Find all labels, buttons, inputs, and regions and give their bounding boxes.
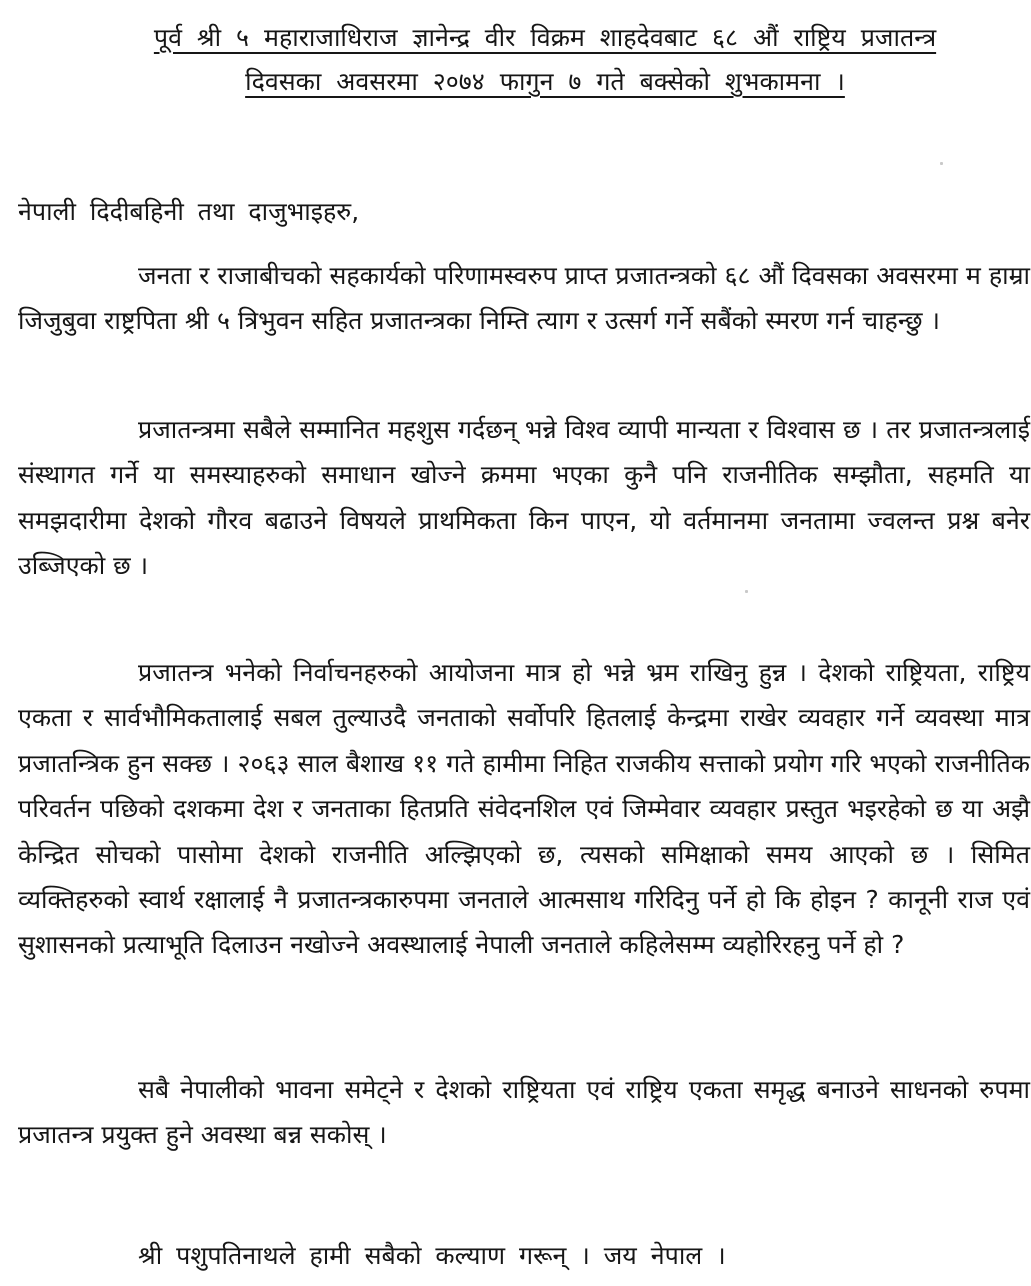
body-paragraph-1: जनता र राजाबीचको सहकार्यको परिणामस्वरुप प्राप्त प्रजातन्त्रको ६८ औं दिवसका अवसरमा म हाम्रा जिजुबुवा राष्ट्रपिता श्री ५ त्रिभुवन सहित प्रजातन्त्रका निम्ति त्याग र उत्सर्ग गर्ने सबैंको स्मरण गर्न चाहन्छु ।	[18, 261, 1030, 336]
document-title	[60, 16, 1030, 104]
salutation: नेपाली दिदीबहिनी तथा दाजुभाइहरु,	[18, 197, 360, 226]
closing-blessing: श्री पशुपतिनाथले हामी सबैको कल्याण गरून् । जय नेपाल ।	[138, 1241, 726, 1270]
title-line-2: दिवसका अवसरमा २०७४ फागुन ७ गते बक्सेको शुभकामना ।	[245, 67, 845, 96]
scan-speck	[745, 590, 748, 593]
title-line-1: पूर्व श्री ५ महाराजाधिराज ज्ञानेन्द्र वीर विक्रम शाहदेवबाट ६८ औं राष्ट्रिय प्रजातन्त्र	[153, 23, 937, 52]
body-paragraph-2: प्रजातन्त्रमा सबैले सम्मानित महशुस गर्दछन् भन्ने विश्व व्यापी मान्यता र विश्वास छ । तर प्रजातन्त्रलाई संस्थागत गर्ने या समस्याहरुको समाधान खोज्ने क्रममा भएका कुनै पनि राजनीतिक सम्झौता, सहमति या समझदारीमा देशको गौरव बढाउने विषयले प्राथमिकता किन पाएन, यो वर्तमानमा जनतामा ज्वलन्त प्रश्न बनेर उब्जिएको छ ।	[18, 415, 1030, 581]
scan-speck	[940, 162, 943, 165]
body-paragraph-3: प्रजातन्त्र भनेको निर्वाचनहरुको आयोजना मात्र हो भन्ने भ्रम राखिनु हुन्न । देशको राष्ट्रियता, राष्ट्रिय एकता र सार्वभौमिकतालाई सबल तुल्याउदै जनताको सर्वोपरि हितलाई केन्द्रमा राखेर व्यवहार गर्ने व्यवस्था मात्र प्रजातन्त्रिक हुन सक्छ । २०६३ साल बैशाख ११ गते हामीमा निहित राजकीय सत्ताको प्रयोग गरि भएको राजनीतिक परिवर्तन पछिको दशकमा देश र जनताका हितप्रति संवेदनशिल एवं जिम्मेवार व्यवहार प्रस्तुत भइरहेको छ या अझै केन्द्रित सोचको पासोमा देशको राजनीति अल्झिएको छ, त्यसको समिक्षाको समय आएको छ । सिमित व्यक्तिहरुको स्वार्थ रक्षालाई नै प्रजातन्त्रकारुपमा जनताले आत्मसाथ गरिदिनु पर्ने हो कि होइन ? कानूनी राज एवं सुशासनको प्रत्याभूति दिलाउन नखोज्ने अवस्थालाई नेपाली जनताले कहिलेसम्म व्यहोरिरहनु पर्ने हो ?	[18, 658, 1030, 960]
body-paragraph-4: सबै नेपालीको भावना समेट्ने र देशको राष्ट्रियता एवं राष्ट्रिय एकता समृद्ध बनाउने साधनको रुपमा प्रजातन्त्र प्रयुक्त हुने अवस्था बन्न सकोस् ।	[18, 1075, 1030, 1150]
